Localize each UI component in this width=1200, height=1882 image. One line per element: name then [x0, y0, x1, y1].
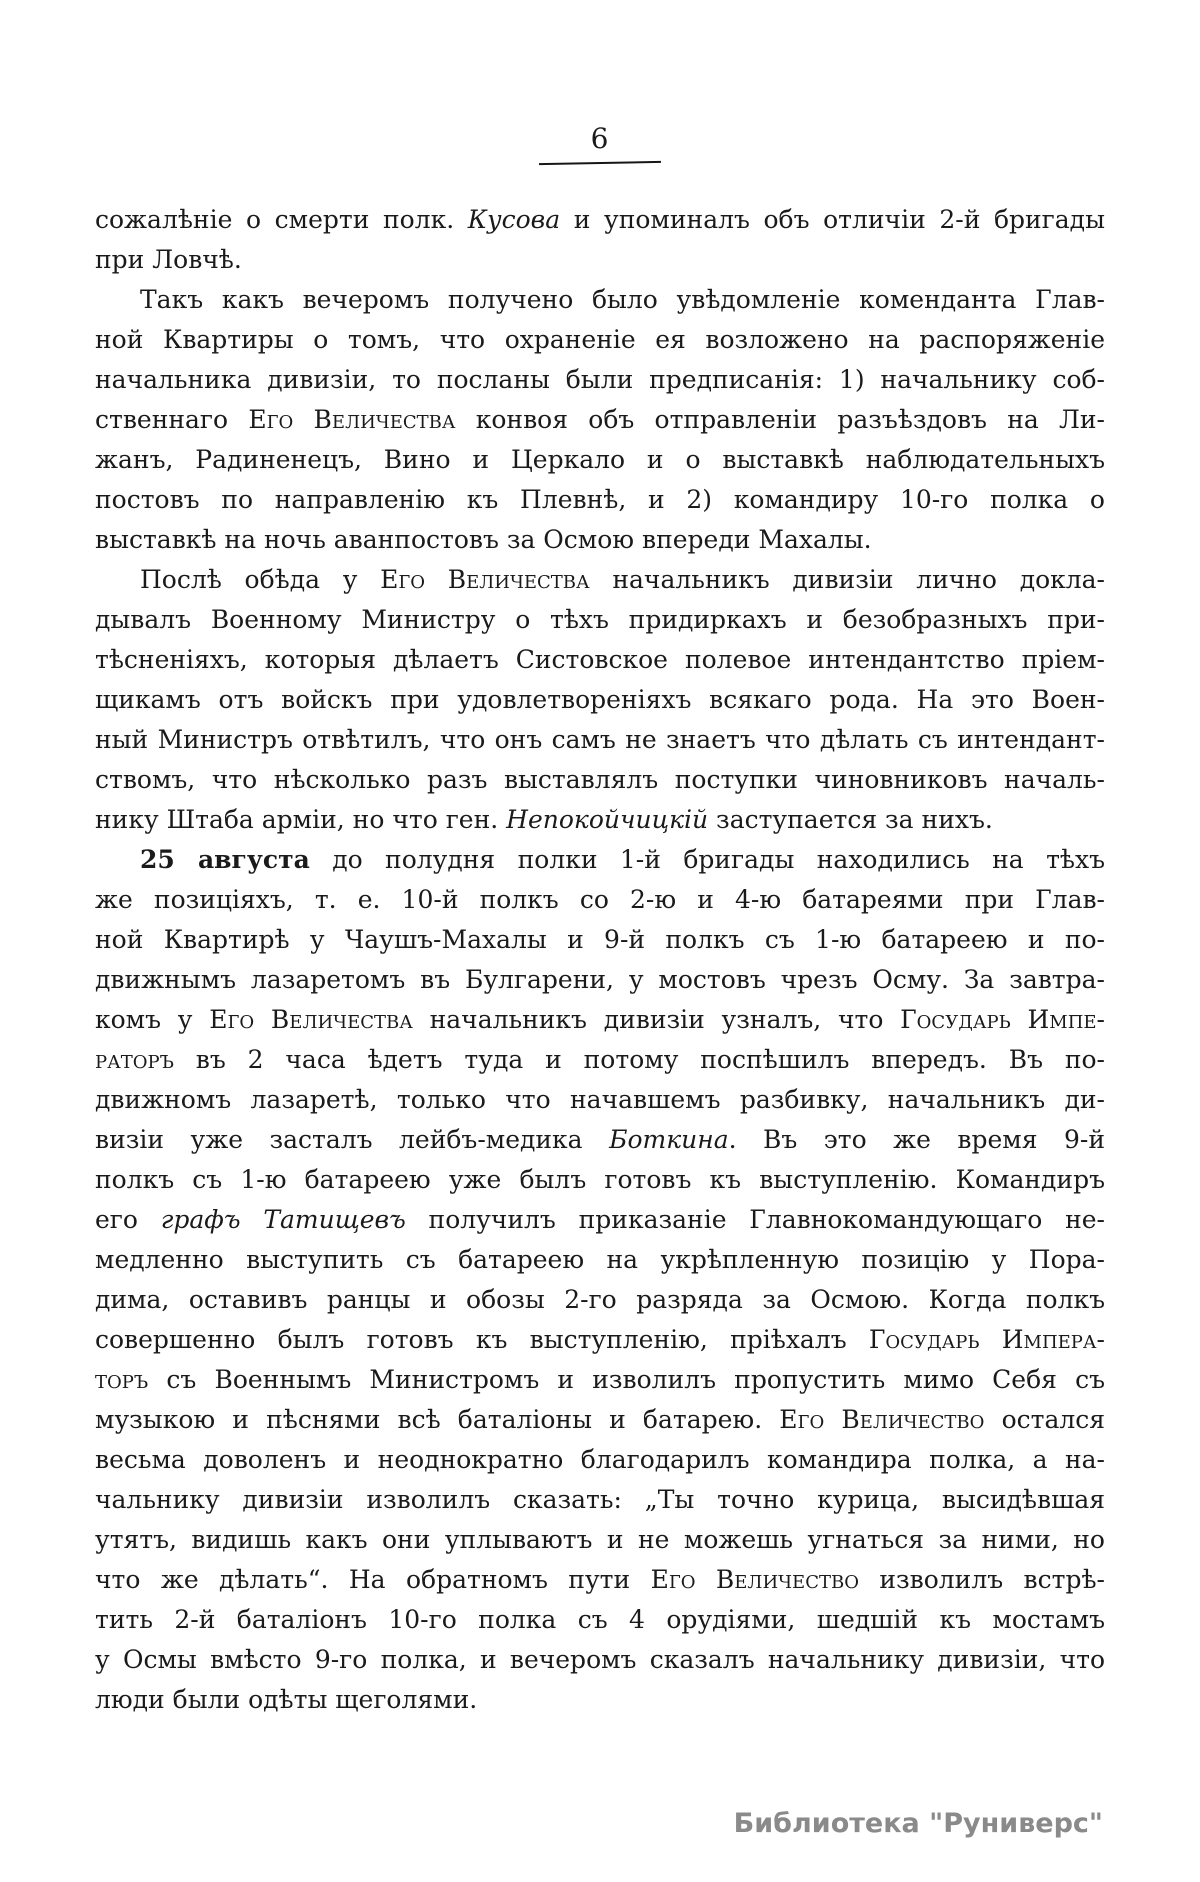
text-run: жанъ, Радиненецъ, Вино и Церкало и о выставкѣ наблюдательныхъ [95, 445, 1105, 474]
text-run: весьма доволенъ и неоднократно благодарилъ командира полка, а на- [95, 1445, 1105, 1474]
text-run: щикамъ отъ войскъ при удовлетвореніяхъ всякаго рода. На это Воен- [95, 685, 1105, 714]
text-block [95, 200, 1105, 1720]
text-run: медленно выступить съ батареею на укрѣпленную позицію у Пора- [95, 1245, 1105, 1274]
text-line [95, 1040, 1105, 1080]
page-header [0, 122, 1200, 164]
text-line [95, 400, 1105, 440]
text-run: остался [984, 1405, 1106, 1434]
text-run: Такъ какъ вечеромъ получено было увѣдомленіе коменданта Глав- [140, 285, 1105, 314]
smallcaps-title-run: Государь Импера- [868, 1325, 1105, 1354]
text-run: тѣсненіяхъ, которыя дѣлаетъ Систовское полевое интендантство пріем- [95, 645, 1105, 674]
text-line [95, 1560, 1105, 1600]
text-line [95, 1200, 1105, 1240]
text-line [95, 280, 1105, 320]
text-run: начальника дивизіи, то посланы были предписанія: 1) начальнику соб- [95, 365, 1105, 394]
text-run: совершенно былъ готовъ къ выступленію, пріѣхалъ [95, 1325, 869, 1354]
text-run: изволилъ встрѣ- [858, 1565, 1105, 1594]
text-line [95, 360, 1105, 400]
text-run: у Осмы вмѣсто 9-го полка, и вечеромъ сказалъ начальнику дивизіи, что [95, 1645, 1105, 1674]
text-run: Послѣ обѣда у [140, 565, 381, 594]
text-run: сожалѣніе о смерти полк. [95, 205, 468, 234]
text-line [95, 1360, 1105, 1400]
italic-name-run: Боткина [609, 1125, 729, 1154]
text-line [95, 560, 1105, 600]
text-run: ствомъ, что нѣсколько разъ выставлялъ поступки чиновниковъ началь- [95, 765, 1105, 794]
text-run: движномъ лазаретѣ, только что начавшемъ разбивку, начальникъ ди- [95, 1085, 1105, 1114]
smallcaps-title-run: Его Величества [248, 405, 456, 434]
text-line [95, 1280, 1105, 1320]
text-line [95, 1000, 1105, 1040]
text-line [95, 200, 1105, 240]
text-run: конвоя объ отправленіи разъѣздовъ на Ли- [455, 405, 1106, 434]
text-run: его [95, 1205, 161, 1234]
text-run: утятъ, видишь какъ они уплываютъ и не можешь угнаться за ними, но [95, 1525, 1105, 1554]
text-line [95, 1520, 1105, 1560]
text-run: получилъ приказаніе Главнокомандующаго не- [405, 1205, 1105, 1234]
text-line [95, 480, 1105, 520]
text-line [95, 840, 1105, 880]
smallcaps-title-run: торъ [95, 1365, 149, 1394]
text-run: движнымъ лазаретомъ въ Булгарени, у мостовъ чрезъ Осму. За завтра- [95, 965, 1105, 994]
text-line [95, 320, 1105, 360]
text-line [95, 1600, 1105, 1640]
text-run: же позиціяхъ, т. е. 10-й полкъ со 2-ю и 4-ю батареями при Глав- [95, 885, 1105, 914]
text-line [95, 1640, 1105, 1680]
text-run: начальникъ дивизіи лично докла- [589, 565, 1105, 594]
bold-date-run: 25 августа [140, 845, 310, 874]
text-line [95, 240, 1105, 280]
smallcaps-title-run: Государь Импе- [900, 1005, 1105, 1034]
header-rule [539, 161, 661, 165]
text-line [95, 1240, 1105, 1280]
smallcaps-title-run: Его Величество [650, 1565, 859, 1594]
text-line [95, 1120, 1105, 1160]
text-run: комъ у [95, 1005, 210, 1034]
text-line [95, 720, 1105, 760]
text-run: чальнику дивизіи изволилъ сказать: „Ты точно курица, высидѣвшая [95, 1485, 1105, 1514]
text-run: съ Военнымъ Министромъ и изволилъ пропустить мимо Себя съ [148, 1365, 1105, 1394]
text-line [95, 1080, 1105, 1120]
text-run: ственнаго [95, 405, 249, 434]
text-run: и упоминалъ объ отличіи 2-й бригады [560, 205, 1105, 234]
text-line [95, 800, 1105, 840]
library-watermark: Библиотека "Руниверс" [733, 1808, 1103, 1839]
smallcaps-title-run: Его Величество [779, 1405, 985, 1434]
text-line [95, 640, 1105, 680]
text-run: люди были одѣты щеголями. [95, 1685, 478, 1714]
text-run: постовъ по направленію къ Плевнѣ, и 2) командиру 10-го полка о [95, 485, 1105, 514]
text-run: при Ловчѣ. [95, 245, 242, 274]
text-line [95, 1160, 1105, 1200]
text-run: полкъ съ 1-ю батареею уже былъ готовъ къ выступленію. Командиръ [95, 1165, 1105, 1194]
text-run: что же дѣлать“. На обратномъ пути [95, 1565, 651, 1594]
text-run: дывалъ Военному Министру о тѣхъ придиркахъ и безобразныхъ при- [95, 605, 1105, 634]
text-run: . Въ это же время 9-й [728, 1125, 1105, 1154]
text-run: тить 2-й баталіонъ 10-го полка съ 4 орудіями, шедшій къ мостамъ [95, 1605, 1105, 1634]
text-line [95, 1400, 1105, 1440]
text-line [95, 440, 1105, 480]
text-line [95, 1440, 1105, 1480]
smallcaps-title-run: Его Величества [380, 565, 590, 594]
italic-name-run: графъ Татищевъ [160, 1205, 406, 1234]
text-run: визіи уже засталъ лейбъ-медика [95, 1125, 610, 1154]
italic-name-run: Непокойчицкій [506, 805, 709, 834]
text-line [95, 1680, 1105, 1720]
text-run: нику Штаба арміи, но что ген. [95, 805, 507, 834]
text-run: до полудня полки 1-й бригады находились на тѣхъ [309, 845, 1105, 874]
text-line [95, 960, 1105, 1000]
text-run: дима, оставивъ ранцы и обозы 2-го разряда за Осмою. Когда полкъ [95, 1285, 1105, 1314]
text-run: въ 2 часа ѣдетъ туда и потому поспѣшилъ впередъ. Въ по- [173, 1045, 1105, 1074]
smallcaps-title-run: Его Величества [209, 1005, 413, 1034]
text-line [95, 680, 1105, 720]
text-line [95, 1480, 1105, 1520]
text-run: заступается за нихъ. [708, 805, 993, 834]
smallcaps-title-run: раторъ [95, 1045, 174, 1074]
page-number: 6 [590, 122, 610, 155]
italic-name-run: Кусова [467, 205, 561, 234]
text-line [95, 920, 1105, 960]
text-line [95, 880, 1105, 920]
text-line [95, 1320, 1105, 1360]
text-run: ной Квартиры о томъ, что охраненіе ея возложено на распоряженіе [95, 325, 1105, 354]
text-run: ной Квартирѣ у Чаушъ-Махалы и 9-й полкъ съ 1-ю батареею и по- [95, 925, 1105, 954]
text-run: музыкою и пѣснями всѣ баталіоны и батарею. [95, 1405, 780, 1434]
text-line [95, 600, 1105, 640]
text-line [95, 520, 1105, 560]
text-run: выставкѣ на ночь аванпостовъ за Осмою впереди Махалы. [95, 525, 872, 554]
text-run: начальникъ дивизіи узналъ, что [412, 1005, 901, 1034]
text-line [95, 760, 1105, 800]
text-run: ный Министръ отвѣтилъ, что онъ самъ не знаетъ что дѣлать съ интендант- [95, 725, 1105, 754]
